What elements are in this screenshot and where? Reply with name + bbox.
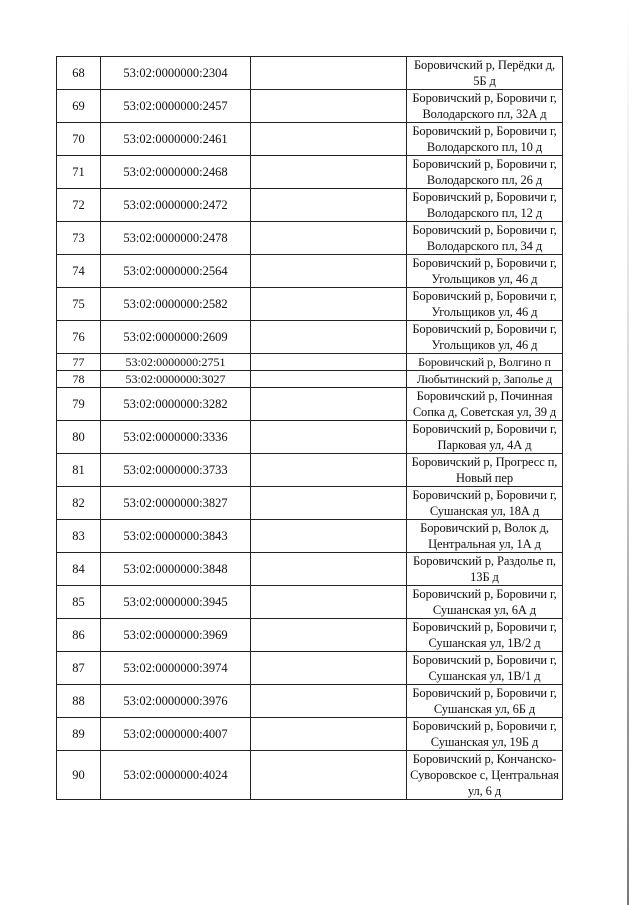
row-number: 83 [57,520,101,553]
row-number: 90 [57,751,101,800]
cadastral-number: 53:02:0000000:2564 [101,255,251,288]
empty-cell [251,189,407,222]
address-cell: Боровичский р, Волок д, Центральная ул, 1А д [407,520,563,553]
page-edge-shadow [627,0,629,905]
cadastral-number: 53:02:0000000:2468 [101,156,251,189]
empty-cell [251,487,407,520]
table-row [57,652,563,685]
empty-cell [251,685,407,718]
cadastral-number: 53:02:0000000:3843 [101,520,251,553]
row-number: 85 [57,586,101,619]
empty-cell [251,90,407,123]
cadastral-number: 53:02:0000000:3733 [101,454,251,487]
address-cell: Боровичский р, Боровичи г, Угольщиков ул, 46 д [407,321,563,354]
cadastral-number: 53:02:0000000:2461 [101,123,251,156]
empty-cell [251,321,407,354]
address-cell: Боровичский р, Починная Сопка д, Советская ул, 39 д [407,388,563,421]
address-cell: Боровичский р, Прогресс п, Новый пер [407,454,563,487]
address-cell: Боровичский р, Кончанско-Суворовское с, Центральная ул, 6 д [407,751,563,800]
row-number: 78 [57,371,101,388]
cadastral-number: 53:02:0000000:2457 [101,90,251,123]
table-row [57,255,563,288]
row-number: 68 [57,57,101,90]
address-cell: Любытинский р, Заполье д [407,371,563,388]
empty-cell [251,718,407,751]
table-row [57,222,563,255]
address-cell: Боровичский р, Боровичи г, Володарского пл, 10 д [407,123,563,156]
cadastral-number: 53:02:0000000:2472 [101,189,251,222]
table-row [57,586,563,619]
table-row [57,487,563,520]
address-cell: Боровичский р, Боровичи г, Сушанская ул, 6Б д [407,685,563,718]
cadastral-number: 53:02:0000000:3945 [101,586,251,619]
table-row [57,57,563,90]
cadastral-registry-table [56,56,563,800]
row-number: 70 [57,123,101,156]
row-number: 79 [57,388,101,421]
empty-cell [251,371,407,388]
address-cell: Боровичский р, Боровичи г, Володарского пл, 34 д [407,222,563,255]
address-cell: Боровичский р, Боровичи г, Володарского пл, 32А д [407,90,563,123]
address-cell: Боровичский р, Раздолье п, 13Б д [407,553,563,586]
address-cell: Боровичский р, Перёдки д, 5Б д [407,57,563,90]
table-row [57,388,563,421]
row-number: 80 [57,421,101,454]
empty-cell [251,619,407,652]
table-row [57,553,563,586]
empty-cell [251,388,407,421]
table-row [57,421,563,454]
empty-cell [251,123,407,156]
address-cell: Боровичский р, Боровичи г, Сушанская ул, 1В/1 д [407,652,563,685]
empty-cell [251,222,407,255]
address-cell: Боровичский р, Боровичи г, Володарского пл, 26 д [407,156,563,189]
address-cell: Боровичский р, Боровичи г, Сушанская ул, 6А д [407,586,563,619]
table-row [57,90,563,123]
registry-table-body [57,57,563,800]
cadastral-number: 53:02:0000000:3282 [101,388,251,421]
table-row [57,354,563,371]
cadastral-number: 53:02:0000000:2582 [101,288,251,321]
table-row [57,288,563,321]
cadastral-number: 53:02:0000000:2751 [101,354,251,371]
row-number: 88 [57,685,101,718]
address-cell: Боровичский р, Боровичи г, Сушанская ул, 18А д [407,487,563,520]
cadastral-number: 53:02:0000000:4007 [101,718,251,751]
row-number: 77 [57,354,101,371]
empty-cell [251,354,407,371]
row-number: 82 [57,487,101,520]
empty-cell [251,652,407,685]
row-number: 76 [57,321,101,354]
cadastral-number: 53:02:0000000:3976 [101,685,251,718]
table-row [57,156,563,189]
empty-cell [251,288,407,321]
cadastral-number: 53:02:0000000:2304 [101,57,251,90]
row-number: 81 [57,454,101,487]
table-row [57,520,563,553]
cadastral-number: 53:02:0000000:3974 [101,652,251,685]
row-number: 84 [57,553,101,586]
table-row [57,619,563,652]
table-row [57,371,563,388]
row-number: 75 [57,288,101,321]
cadastral-number: 53:02:0000000:2478 [101,222,251,255]
table-row [57,751,563,800]
row-number: 89 [57,718,101,751]
row-number: 87 [57,652,101,685]
address-cell: Боровичский р, Боровичи г, Угольщиков ул, 46 д [407,255,563,288]
empty-cell [251,57,407,90]
cadastral-number: 53:02:0000000:4024 [101,751,251,800]
table-row [57,321,563,354]
table-row [57,454,563,487]
table-row [57,718,563,751]
cadastral-number: 53:02:0000000:3969 [101,619,251,652]
empty-cell [251,421,407,454]
row-number: 72 [57,189,101,222]
address-cell: Боровичский р, Боровичи г, Сушанская ул, 1В/2 д [407,619,563,652]
row-number: 73 [57,222,101,255]
empty-cell [251,156,407,189]
table-row [57,685,563,718]
address-cell: Боровичский р, Боровичи г, Сушанская ул, 19Б д [407,718,563,751]
cadastral-number: 53:02:0000000:3827 [101,487,251,520]
table-row [57,123,563,156]
address-cell: Боровичский р, Боровичи г, Парковая ул, 4А д [407,421,563,454]
address-cell: Боровичский р, Боровичи г, Угольщиков ул, 46 д [407,288,563,321]
row-number: 74 [57,255,101,288]
empty-cell [251,454,407,487]
empty-cell [251,255,407,288]
address-cell: Боровичский р, Боровичи г, Володарского пл, 12 д [407,189,563,222]
cadastral-number: 53:02:0000000:3027 [101,371,251,388]
address-cell: Боровичский р, Волгино п [407,354,563,371]
empty-cell [251,586,407,619]
cadastral-number: 53:02:0000000:2609 [101,321,251,354]
cadastral-number: 53:02:0000000:3336 [101,421,251,454]
row-number: 86 [57,619,101,652]
row-number: 69 [57,90,101,123]
table-row [57,189,563,222]
empty-cell [251,520,407,553]
empty-cell [251,553,407,586]
row-number: 71 [57,156,101,189]
cadastral-number: 53:02:0000000:3848 [101,553,251,586]
empty-cell [251,751,407,800]
